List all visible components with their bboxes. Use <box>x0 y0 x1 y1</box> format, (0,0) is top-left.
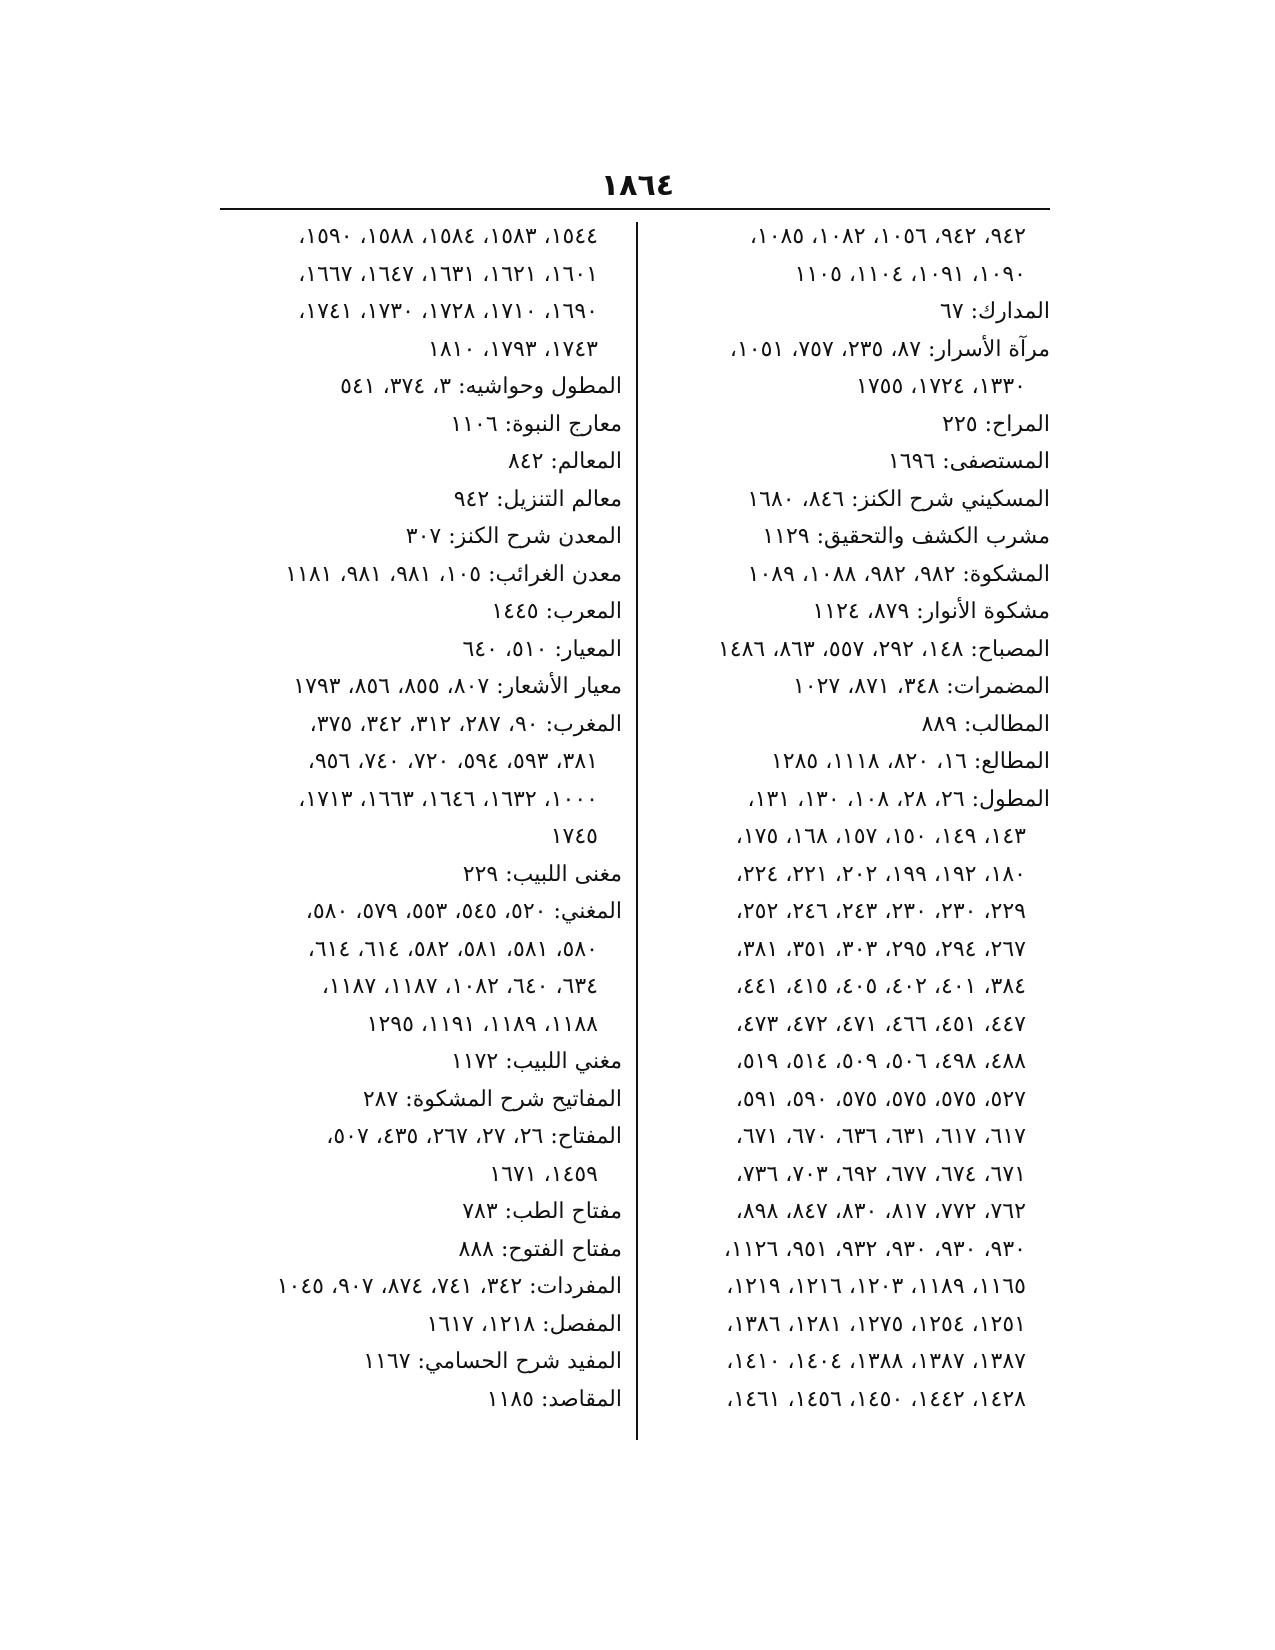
index-continuation-line: ١٣٨٧، ١٣٨٧، ١٣٨٨، ١٤٠٤، ١٤١٠، <box>726 1349 1026 1374</box>
index-continuation-line: ٦٣٤، ٦٤٠، ١٠٨٢، ١١٨٧، ١١٨٧، <box>321 974 598 999</box>
index-entry: مفتاح الفتوح: ٨٨٨ <box>458 1236 622 1262</box>
index-entry: مشرب الكشف والتحقيق: ١١٢٩ <box>762 524 1050 549</box>
index-column-left <box>222 218 622 1418</box>
index-continuation-line: ٢٦٧، ٢٩٤، ٢٩٥، ٣٠٣، ٣٥١، ٣٨١، <box>735 936 1026 962</box>
index-entry: المصباح: ١٤٨، ٢٩٢، ٥٥٧، ٨٦٣، ١٤٨٦ <box>717 636 1050 662</box>
index-entry: المطول: ٢٦، ٢٨، ١٠٨، ١٣٠، ١٣١، <box>747 786 1050 812</box>
index-entry: معالم التنزيل: ٩٤٢ <box>453 486 622 512</box>
index-entry: المغني: ٥٢٠، ٥٤٥، ٥٥٣، ٥٧٩، ٥٨٠، <box>305 899 622 924</box>
index-entry: المدارك: ٦٧ <box>940 299 1050 324</box>
index-entry: المستصفى: ١٦٩٦ <box>887 449 1050 474</box>
index-entry: المعرب: ١٤٤٥ <box>491 599 622 624</box>
index-continuation-line: ٤٤٧، ٤٥١، ٤٦٦، ٤٧١، ٤٧٢، ٤٧٣، <box>735 1011 1026 1037</box>
index-entry: المسكيني شرح الكنز: ٨٤٦، ١٦٨٠ <box>747 486 1050 512</box>
index-entry: مغنى اللبيب: ٢٢٩ <box>462 861 622 887</box>
index-continuation-line: ١٦٠١، ١٦٢١، ١٦٣١، ١٦٤٧، ١٦٦٧، <box>298 261 598 287</box>
index-continuation-line: ١٠٠٠، ١٦٣٢، ١٦٤٦، ١٦٦٣، ١٧١٣، <box>298 786 598 812</box>
index-entry: المطالع: ١٦، ٨٢٠، ١١١٨، ١٢٨٥ <box>770 749 1050 774</box>
index-continuation-line: ١٤٢٨، ١٤٤٢، ١٤٥٠، ١٤٥٦، ١٤٦١، <box>726 1386 1026 1412</box>
index-continuation-line: ١٨٠، ١٩٢، ١٩٩، ٢٠٢، ٢٢١، ٢٢٤، <box>735 861 1026 887</box>
index-continuation-line: ١٤٣، ١٤٩، ١٥٠، ١٥٧، ١٦٨، ١٧٥، <box>735 824 1026 849</box>
index-continuation-line: ٧٦٢، ٧٧٢، ٨١٧، ٨٣٠، ٨٤٧، ٨٩٨، <box>735 1199 1026 1224</box>
index-entry: مفتاح الطب: ٧٨٣ <box>462 1199 622 1224</box>
index-entry: المعالم: ٨٤٢ <box>507 449 622 474</box>
index-continuation-line: ٣٨١، ٥٩٣، ٥٩٤، ٧٢٠، ٧٤٠، ٩٥٦، <box>307 749 598 774</box>
index-entry: المقاصد: ١١٨٥ <box>486 1386 622 1412</box>
page-number: ١٨٦٤ <box>600 168 675 203</box>
index-continuation-line: ٢٢٩، ٢٣٠، ٢٣٠، ٢٤٣، ٢٤٦، ٢٥٢، <box>735 899 1026 924</box>
index-column-right <box>650 218 1050 1418</box>
index-continuation-line: ٩٤٢، ٩٤٢، ١٠٥٦، ١٠٨٢، ١٠٨٥، <box>749 224 1026 249</box>
index-entry: المراح: ٢٢٥ <box>942 411 1050 437</box>
index-entry: المفصل: ١٢١٨، ١٦١٧ <box>426 1311 622 1337</box>
index-continuation-line: ٤٨٨، ٤٩٨، ٥٠٦، ٥٠٩، ٥١٤، ٥١٩، <box>735 1049 1026 1074</box>
index-entry: مغني اللبيب: ١١٧٢ <box>450 1049 622 1074</box>
index-entry: مرآة الأسرار: ٨٧، ٢٣٥، ٧٥٧، ١٠٥١، <box>729 336 1050 362</box>
index-continuation-line: ١٥٤٤، ١٥٨٣، ١٥٨٤، ١٥٨٨، ١٥٩٠، <box>298 224 598 249</box>
index-entry: المفيد شرح الحسامي: ١١٦٧ <box>363 1349 622 1374</box>
index-continuation-line: ١١٦٥، ١١٨٩، ١٢٠٣، ١٢١٦، ١٢١٩، <box>726 1274 1026 1299</box>
index-entry: المفردات: ٣٤٢، ٧٤١، ٨٧٤، ٩٠٧، ١٠٤٥ <box>276 1274 622 1299</box>
index-continuation-line: ١٣٣٠، ١٧٢٤، ١٧٥٥ <box>856 374 1026 399</box>
index-entry: معارج النبوة: ١١٠٦ <box>450 411 622 437</box>
column-divider <box>636 222 638 1440</box>
index-continuation-line: ١٤٥٩، ١٦٧١ <box>489 1161 598 1187</box>
index-continuation-line: ١٧٤٥ <box>550 824 598 849</box>
index-entry: معيار الأشعار: ٨٠٧، ٨٥٥، ٨٥٦، ١٧٩٣ <box>293 674 622 699</box>
index-continuation-line: ٣٨٤، ٤٠١، ٤٠٢، ٤٠٥، ٤١٥، ٤٤١، <box>735 974 1026 999</box>
index-entry: المفاتيح شرح المشكوة: ٢٨٧ <box>362 1086 622 1112</box>
index-entry: المطالب: ٨٨٩ <box>921 711 1050 737</box>
index-entry: المشكوة: ٩٨٢، ٩٨٢، ١٠٨٨، ١٠٨٩ <box>747 561 1050 587</box>
index-continuation-line: ١٧٤٣، ١٧٩٣، ١٨١٠ <box>428 336 598 362</box>
index-continuation-line: ٦٧١، ٦٧٤، ٦٧٧، ٦٩٢، ٧٠٣، ٧٣٦، <box>735 1161 1026 1187</box>
index-entry: مشكوة الأنوار: ٨٧٩، ١١٢٤ <box>812 599 1050 624</box>
index-entry: المطول وحواشيه: ٣، ٣٧٤، ٥٤١ <box>340 374 622 399</box>
index-continuation-line: ١٢٥١، ١٢٥٤، ١٢٧٥، ١٢٨١، ١٣٨٦، <box>726 1311 1026 1337</box>
header-rule <box>220 208 1050 210</box>
index-entry: المضمرات: ٣٤٨، ٨٧١، ١٠٢٧ <box>792 674 1050 699</box>
index-entry: المفتاح: ٢٦، ٢٧، ٢٦٧، ٤٣٥، ٥٠٧، <box>326 1124 622 1149</box>
index-continuation-line: ١٠٩٠، ١٠٩١، ١١٠٤، ١١٠٥ <box>794 261 1026 287</box>
index-continuation-line: ١٦٩٠، ١٧١٠، ١٧٢٨، ١٧٣٠، ١٧٤١، <box>298 299 598 324</box>
index-entry: المعيار: ٥١٠، ٦٤٠ <box>462 636 622 662</box>
index-entry: معدن الغرائب: ١٠٥، ٩٨١، ٩٨١، ١١٨١ <box>285 561 622 587</box>
index-continuation-line: ٦١٧، ٦١٧، ٦٣١، ٦٣٦، ٦٧٠، ٦٧١، <box>735 1124 1026 1149</box>
index-continuation-line: ٩٣٠، ٩٣٠، ٩٣٠، ٩٣٢، ٩٥١، ١١٢٦، <box>723 1236 1026 1262</box>
index-entry: المغرب: ٩٠، ٢٨٧، ٣١٢، ٣٤٢، ٣٧٥، <box>309 711 622 737</box>
index-entry: المعدن شرح الكنز: ٣٠٧ <box>405 524 622 549</box>
index-continuation-line: ٥٢٧، ٥٧٥، ٥٧٥، ٥٧٥، ٥٩٠، ٥٩١، <box>735 1086 1026 1112</box>
index-continuation-line: ١١٨٨، ١١٨٩، ١١٩١، ١٢٩٥ <box>366 1011 598 1037</box>
index-continuation-line: ٥٨٠، ٥٨١، ٥٨١، ٥٨٢، ٦١٤، ٦١٤، <box>307 936 598 962</box>
